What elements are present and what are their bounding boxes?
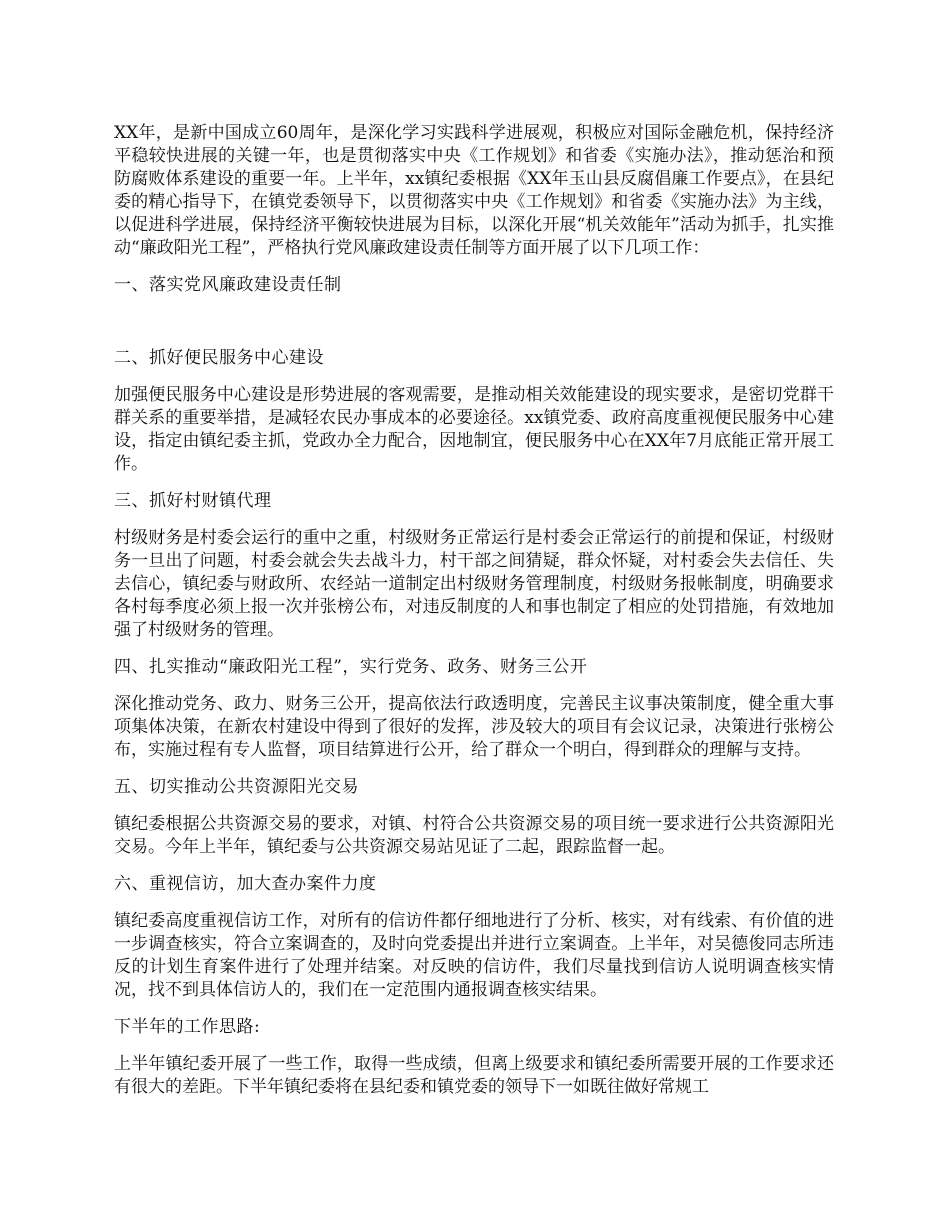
section-4-paragraph: 深化推动党务、政力、财务三公开，提高依法行政透明度，完善民主议事决策制度，健全重大事项集体决策，在新农村建设中得到了很好的发挥，涉及较大的项目有会议记录，决策进行张榜公布，实施过程有专人监督，项目结算进行公开，给了群众一个明白，得到群众的理解与支持。: [114, 694, 834, 760]
section-2-heading: 二、抓好便民服务中心建设: [114, 348, 324, 368]
section-1-heading: 一、落实党风廉政建设责任制: [114, 275, 342, 295]
section-4-heading: 四、扎实推动“廉政阳光工程”，实行党务、政务、财务三公开: [114, 657, 588, 677]
section-3-heading: 三、抓好村财镇代理: [114, 491, 272, 511]
section-6-heading: 六、重视信访，加大查办案件力度: [114, 874, 377, 894]
plan-paragraph: 上半年镇纪委开展了一些工作，取得一些成绩，但离上级要求和镇纪委所需要开展的工作要求还有很大的差距。下半年镇纪委将在县纪委和镇党委的领导下一如既往做好常规工: [114, 1054, 834, 1097]
intro-paragraph: XX年，是新中国成立60周年，是深化学习实践科学进展观，积极应对国际金融危机，保持经济平稳较快进展的关键一年，也是贯彻落实中央《工作规划》和省委《实施办法》，推动惩治和预防腐败体系建设的重要一年。上半年，xx镇纪委根据《XX年玉山县反腐倡廉工作要点》，在县纪委的精心指导下，在镇党委领导下，以贯彻落实中央《工作规划》和省委《实施办法》为主线，以促进科学进展，保持经济平衡较快进展为目标，以深化开展“机关效能年”活动为抓手，扎实推动“廉政阳光工程”，严格执行党风廉政建设责任制等方面开展了以下几项工作：: [114, 123, 834, 258]
plan-heading: 下半年的工作思路:: [114, 1017, 261, 1037]
document-page: [114, 122, 834, 1113]
section-2-paragraph: 加强便民服务中心建设是形势进展的客观需要，是推动相关效能建设的现实要求，是密切党群干群关系的重要举措，是减轻农民办事成本的必要途径。xx镇党委、政府高度重视便民服务中心建设，指定由镇纪委主抓，党政办全力配合，因地制宜，便民服务中心在XX年7月底能正常开展工作。: [114, 385, 834, 474]
blank-gap: [114, 311, 834, 347]
section-6-paragraph: 镇纪委高度重视信访工作，对所有的信访件都仔细地进行了分析、核实，对有线索、有价值的进一步调查核实，符合立案调查的，及时向党委提出并进行立案调查。上半年，对吴德俊同志所违反的计划生育案件进行了处理并结案。对反映的信访件，我们尽量找到信访人说明调查核实情况，找不到具体信访人的，我们在一定范围内通报调查核实结果。: [114, 911, 834, 1000]
section-3-paragraph: 村级财务是村委会运行的重中之重，村级财务正常运行是村委会正常运行的前提和保证，村级财务一旦出了问题，村委会就会失去战斗力，村干部之间猜疑，群众怀疑，对村委会失去信任、失去信心，镇纪委与财政所、农经站一道制定出村级财务管理制度，村级财务报帐制度，明确要求各村每季度必须上报一次并张榜公布，对违反制度的人和事也制定了相应的处罚措施，有效地加强了村级财务的管理。: [114, 528, 834, 640]
section-5-heading: 五、切实推动公共资源阳光交易: [114, 777, 359, 797]
section-5-paragraph: 镇纪委根据公共资源交易的要求，对镇、村符合公共资源交易的项目统一要求进行公共资源阳光交易。今年上半年，镇纪委与公共资源交易站见证了二起，跟踪监督一起。: [114, 814, 834, 857]
